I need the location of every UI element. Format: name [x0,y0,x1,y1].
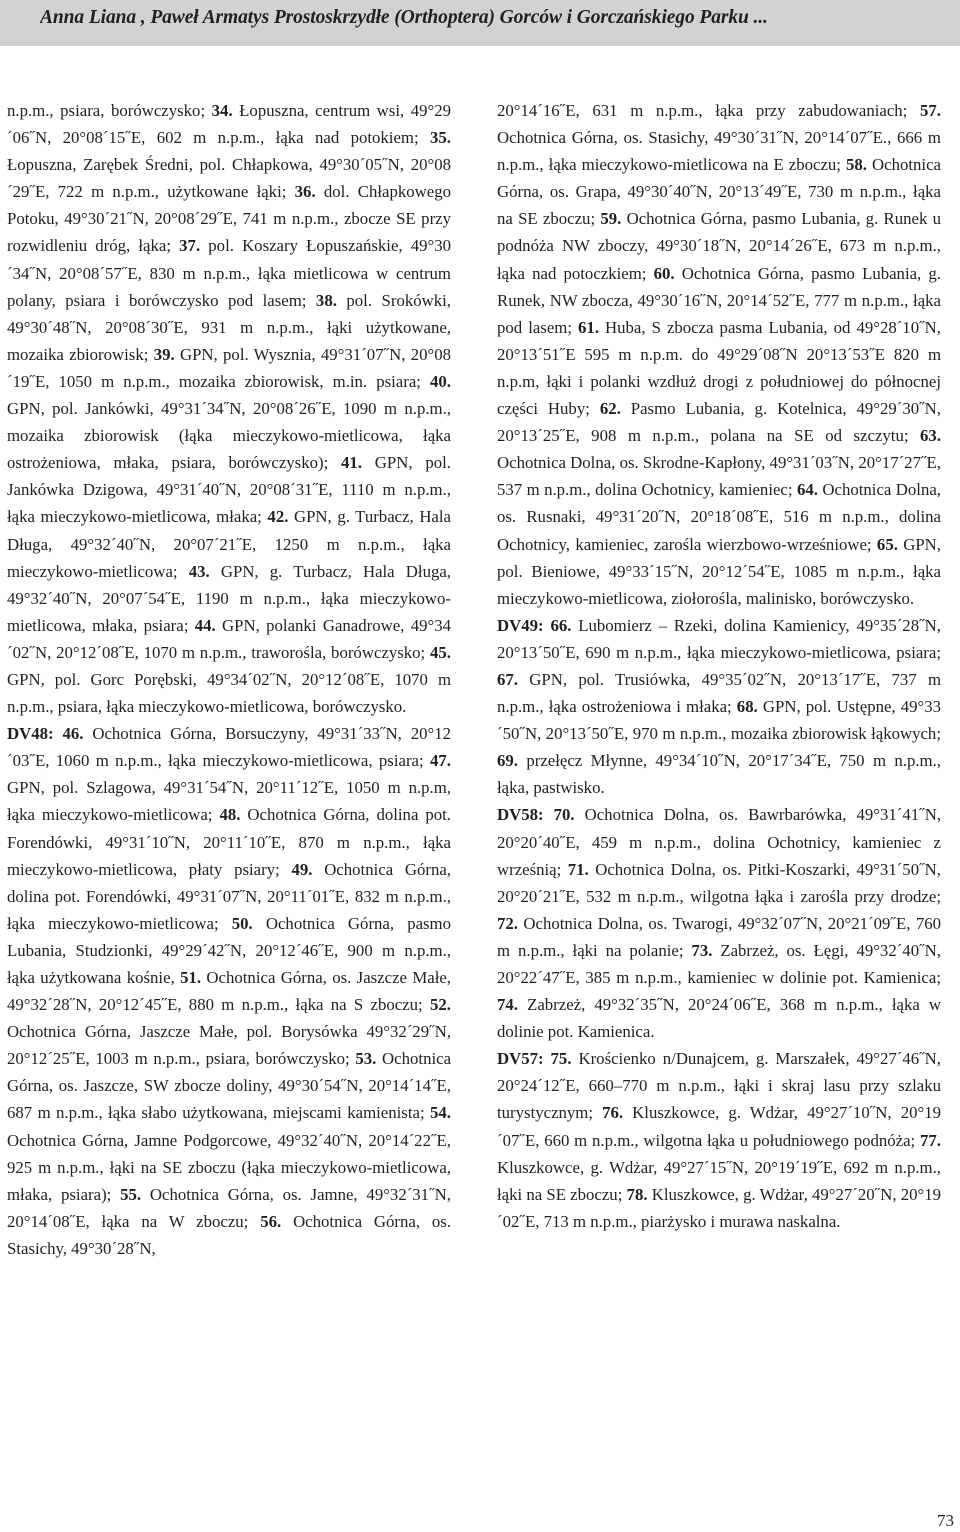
running-title: Anna Liana , Paweł Armatys Prostoskrzydłe (Orthoptera) Gorców i Gorczańskiego Parku ... [40,7,768,28]
site-number: 47. [430,751,451,771]
site-description: GPN, g. Turbacz, Hala Długa, 49°32´40˝N, 20°07´21˝E, 1250 m n.p.m., łąka mieczykowo-mietlicowa; [7,507,451,581]
site-description: Zabrzeż, os. Łęgi, 49°32´40˝N, 20°22´47˝E, 385 m n.p.m., kamieniec w dolinie pot. Kamienica; [497,940,941,987]
site-number: 35. [430,128,451,148]
site-description: przełęcz Młynne, 49°34´10˝N, 20°17´34˝E, 750 m n.p.m., łąka, pastwisko. [497,751,941,798]
site-description: Lubomierz – Rzeki, dolina Kamienicy, 49°35´28˝N, 20°13´50˝E, 690 m n.p.m., łąka mieczykowo-mietlicowa, psiara; [497,615,941,662]
site-description: Kluszkowce, g. Wdżar, 49°27´20˝N, 20°19´02˝E, 713 m n.p.m., piarżysko i murawa naskalna. [497,1184,941,1231]
site-description: GPN, pol. Jankówka Dzigowa, 49°31´40˝N, 20°08´31˝E, 1110 m n.p.m., łąka mieczykowo-mietlicowa, młaka; [7,453,452,527]
site-description: Ochotnica Dolna, os. Skrodne-Kapłony, 49°31´03˝N, 20°17´27˝E, 537 m n.p.m., dolina Ochotnicy, kamieniec; [497,453,941,500]
site-description: Ochotnica Dolna, os. Rusnaki, 49°31´20˝N, 20°18´08˝E, 516 m n.p.m., dolina Ochotnicy, kamieniec, zarośla wierzbowo-wrześniowe; [497,480,941,554]
site-description: Ochotnica Górna, os. Jamne, 49°32´31˝N, 20°14´08˝E, łąka na W zboczu; [7,1184,451,1231]
paragraph [497,1045,941,1235]
site-number: 67. [497,669,518,689]
site-description: Ochotnica Dolna, os. Bawrbarówka, 49°31´41˝N, 20°20´40˝E, 459 m n.p.m., dolina Ochotnicy, kamieniec z wrześnią; [497,805,942,879]
running-header [0,0,960,46]
site-number: 56. [260,1211,282,1231]
site-description: GPN, pol. Szlagowa, 49°31´54˝N, 20°11´12˝E, 1050 m n.p.m, łąka mieczykowo-mietlicowa; [7,778,451,825]
site-description: GPN, polanki Ganadrowe, 49°34´02˝N, 20°12´08˝E, 1070 m n.p.m., traworośla, borówczysko; [7,615,451,662]
site-number: 40. [430,371,451,391]
site-description: Ochotnica Górna, pasmo Lubania, g. Runek u podnóża NW zboczy, 49°30´18˝N, 20°14´26˝E, 673 m n.p.m., łąka nad potoczkiem; [497,209,941,283]
site-number: DV57: 75. [497,1049,572,1069]
site-number: 71. [567,859,589,879]
site-description: Ochotnica Górna, os. Jaszcze Małe, 49°32´28˝N, 20°12´45˝E, 880 m n.p.m., łąka na S zboczu; [7,968,452,1015]
site-description: Ochotnica Górna, os. Grapa, 49°30´40˝N, 20°13´49˝E, 730 m n.p.m., łąka na SE zboczu; [497,155,941,229]
paragraph [7,97,451,720]
site-number: 42. [267,507,289,527]
site-number: 57. [920,101,941,120]
site-description: GPN, pol. Bieniowe, 49°33´15˝N, 20°12´54˝E, 1085 m n.p.m., łąka mieczykowo-mietlicowa, ziołorośla, malinisko, borówczysko. [497,534,941,608]
site-description: Łopuszna, Zarębek Średni, pol. Chłapkowa, 49°30´05˝N, 20°08´29˝E, 722 m n.p.m., użytkowane łąki; [7,155,451,202]
site-description: Ochotnica Dolna, os. Twarogi, 49°32´07˝N, 20°21´09˝E, 760 m n.p.m., łąki na polanie; [497,913,941,960]
site-description: GPN, pol. Trusiówka, 49°35´02˝N, 20°13´17˝E, 737 m n.p.m., łąka ostrożeniowa i młaka; [497,669,941,717]
site-description: Ochotnica Górna, os. Stasichy, 49°30´31˝N, 20°14´07˝E., 666 m n.p.m., łąka mieczykowo-mietlicowa na E zboczu; [497,128,941,175]
site-description: Ochotnica Górna, Jaszcze Małe, pol. Borysówka 49°32´29˝N, 20°12´25˝E, 1003 m n.p.m., psiara, borówczysko; [7,1022,451,1069]
right-text-column [497,97,941,1235]
site-description: Ochotnica Górna, os. Stasichy, 49°30´28˝N, [7,1211,452,1258]
site-number: 54. [430,1103,451,1123]
page-number: 73 [937,1511,954,1530]
site-number: DV48: 46. [7,724,84,744]
site-number: 48. [219,805,241,825]
site-number: DV49: 66. [497,615,572,635]
site-number: 68. [736,697,758,717]
site-description: GPN, pol. Jankówki, 49°31´34˝N, 20°08´26˝E, 1090 m n.p.m., mozaika zbiorowisk (łąka mieczykowo-mietlicowa, łąka ostrożeniowa, młaka, psiara, borówczysko); [7,399,451,473]
site-description: pol. Koszary Łopuszańskie, 49°30´34˝N, 20°08´57˝E, 830 m n.p.m., łąka mietlicowa w centrum polany, psiara i borówczysko pod lasem; [7,236,452,310]
site-description: GPN, pol. Ustępne, 49°33´50˝N, 20°13´50˝E, 970 m n.p.m., mozaika zbiorowisk łąkowych; [497,697,941,744]
site-description: Kluszkowce, g. Wdżar, 49°27´10˝N, 20°19´07˝E, 660 m n.p.m., wilgotna łąka u południowego podnóża; [497,1103,941,1150]
site-number: 59. [600,209,622,229]
site-number: 43. [188,561,210,581]
site-description: Ochotnica Górna, Jamne Podgorcowe, 49°32´40˝N, 20°14´22˝E, 925 m n.p.m., łąki na SE zboczu (łąka mieczykowo-mietlicowa, młaka, psiara); [7,1130,451,1204]
site-number: 34. [211,101,233,120]
site-number: 61. [578,317,600,337]
site-description: Ochotnica Dolna, os. Pitki-Koszarki, 49°31´50˝N, 20°20´21˝E, 532 m n.p.m., wilgotna łąka i zarośla przy drodze; [497,859,941,906]
site-description: Ochotnica Górna, os. Jaszcze, SW zbocze doliny, 49°30´54˝N, 20°14´14˝E, 687 m n.p.m., łąka słabo użytkowana, miejscami kamienista; [7,1049,452,1123]
site-description: Łopuszna, centrum wsi, 49°29´06˝N, 20°08´15˝E, 602 m n.p.m., łąka nad potokiem; [7,101,452,148]
site-number: 74. [497,995,518,1015]
site-description: GPN, pol. Gorc Porębski, 49°34´02˝N, 20°12´08˝E, 1070 m n.p.m., psiara, łąka mieczykowo-mietlicowa, borówczysko. [7,669,451,717]
site-description: Ochotnica Górna, dolina pot. Forendówki, 49°31´10˝N, 20°11´10˝E, 870 m n.p.m., łąka mieczykowo-mietlicowa, płaty psiary; [7,805,451,879]
site-number: 62. [599,399,621,419]
site-number: 73. [691,940,713,960]
site-description: n.p.m., psiara, borówczysko; [7,101,212,120]
site-description: GPN, pol. Wysznia, 49°31´07˝N, 20°08´19˝E, 1050 m n.p.m., mozaika zbiorowisk, m.in. psiara; [7,344,452,391]
paragraph [497,801,941,1045]
site-number: 72. [497,913,518,933]
site-number: 39. [153,344,175,364]
site-number: 49. [291,859,313,879]
paragraph [7,720,451,1262]
site-number: 58. [846,155,867,175]
site-description: Kluszkowce, g. Wdżar, 49°27´15˝N, 20°19´19˝E, 692 m n.p.m., łąki na SE zboczu; [497,1157,941,1204]
site-description: Ochotnica Górna, pasmo Lubania, g. Runek, NW zbocza, 49°30´16˝N, 20°14´52˝E, 777 m n.p.m., łąka pod lasem; [497,263,941,337]
site-description: Huba, S zbocza pasma Lubania, od 49°28´10˝N, 20°13´51˝E 595 m n.p.m. do 49°29´08˝N 20°13´53˝E 820 m n.p.m, łąki i polanki wzdłuż drogi z południowej do północnej części Huby; [497,317,941,419]
site-number: 44. [194,615,216,635]
site-description: Krościenko n/Dunajcem, g. Marszałek, 49°27´46˝N, 20°24´12˝E, 660–770 m n.p.m., łąki i skraj lasu przy szlaku turystycznym; [497,1049,941,1123]
site-number: 38. [315,290,337,310]
site-description: Ochotnica Górna, dolina pot. Forendówki, 49°31´07˝N, 20°11´01˝E, 832 m n.p.m., łąka mieczykowo-mietlicowa; [7,859,452,933]
site-description: Ochotnica Górna, Borsuczyny, 49°31´33˝N, 20°12´03˝E, 1060 m n.p.m., łąka mieczykowo-mietlicowa, psiara; [7,724,452,771]
site-description: Ochotnica Górna, pasmo Lubania, Studzionki, 49°29´42˝N, 20°12´46˝E, 900 m n.p.m., łąka użytkowana kośnie, [7,913,452,987]
site-number: 36. [294,182,316,202]
site-number: 69. [497,751,518,771]
site-number: 64. [796,480,818,500]
site-number: 51. [180,968,202,987]
paragraph [497,612,941,802]
site-number: 41. [341,453,363,473]
site-description: dol. Chłapkowego Potoku, 49°30´21˝N, 20°08´29˝E, 741 m n.p.m., zbocze SE przy rozwidleniu dróg, łąka; [7,182,451,256]
site-number: 63. [920,426,941,446]
site-number: 53. [355,1049,377,1069]
site-number: 78. [626,1184,648,1204]
site-number: 52. [430,995,451,1015]
site-description: 20°14´16˝E, 631 m n.p.m., łąka przy zabudowaniach; [497,101,921,120]
site-description: pol. Srokówki, 49°30´48˝N, 20°08´30˝E, 931 m n.p.m., łąki użytkowane, mozaika zbiorowisk; [7,290,451,364]
site-number: 60. [653,263,675,283]
left-text-column [7,97,451,1262]
site-number: 45. [430,642,451,662]
site-number: DV58: 70. [497,805,575,825]
site-number: 50. [231,913,253,933]
paragraph [497,97,941,612]
site-number: 76. [602,1103,624,1123]
site-description: GPN, g. Turbacz, Hala Długa, 49°32´40˝N, 20°07´54˝E, 1190 m n.p.m., łąka mieczykowo-mietlicowa, młaka, psiara; [7,561,452,635]
site-number: 77. [920,1130,941,1150]
site-number: 37. [179,236,201,256]
site-description: Zabrzeż, 49°32´35˝N, 20°24´06˝E, 368 m n.p.m., łąka w dolinie pot. Kamienica. [497,995,941,1042]
site-number: 55. [120,1184,142,1204]
site-description: Pasmo Lubania, g. Kotelnica, 49°29´30˝N, 20°13´25˝E, 908 m n.p.m., polana na SE od szczytu; [497,399,941,446]
site-number: 65. [876,534,898,554]
